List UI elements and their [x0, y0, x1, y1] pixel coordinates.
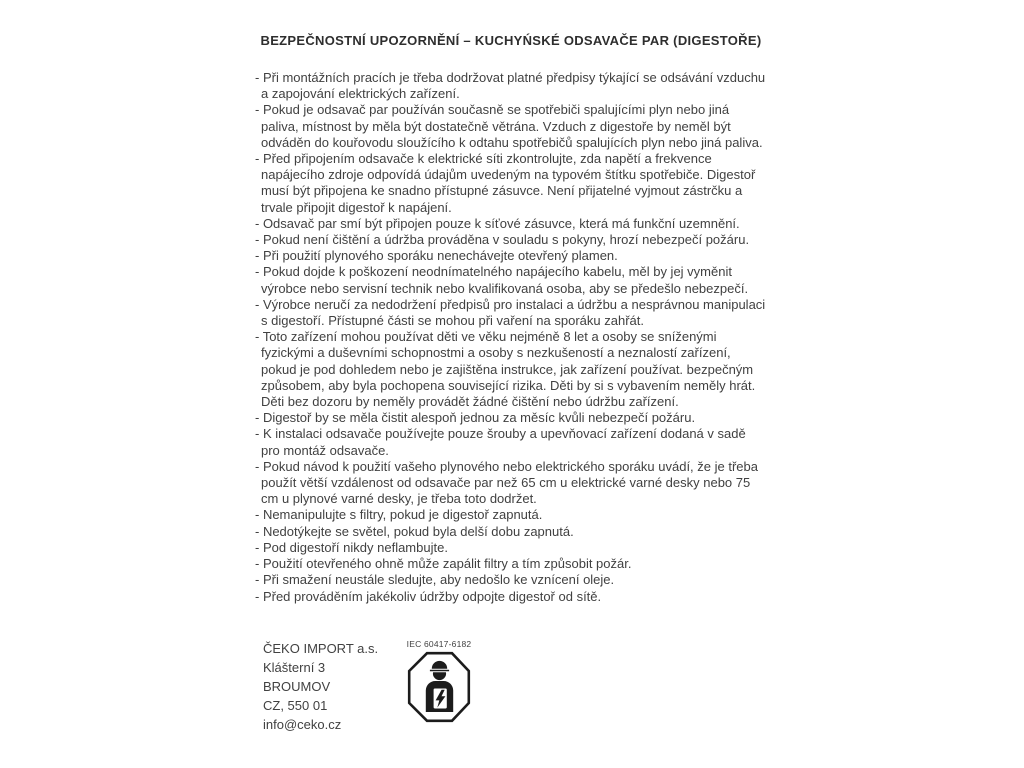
warning-item: - Nemanipulujte s filtry, pokud je digestoř zapnutá.: [255, 507, 543, 523]
warning-item: - Pokud návod k použití vašeho plynového nebo elektrického sporáku uvádí, že je třeba použít větší vzdálenost od odsavače par než 65 cm u elektrické varné desky nebo 75 cm u plynové varné desky, je třeba toto dodržet.: [255, 458, 758, 507]
warning-item: - Při smažení neustále sledujte, aby nedošlo ke vznícení oleje.: [255, 572, 615, 588]
warning-item: - Digestoř by se měla čistit alespoň jednou za měsíc kvůli nebezpečí požáru.: [255, 410, 696, 426]
warning-item: - Před prováděním jakékoliv údržby odpojte digestoř od sítě.: [255, 588, 602, 604]
warning-item: - Pod digestoří nikdy neflambujte.: [255, 539, 448, 555]
warning-item: - Nedotýkejte se světel, pokud byla delší dobu zapnutá.: [255, 523, 574, 539]
content-column: [255, 33, 767, 734]
company-address-block: [263, 639, 403, 734]
warning-item: - Před připojením odsavače k elektrické síti zkontrolujte, zda napětí a frekvence napájecího zdroje odpovídá údajům uvedeným na typovém štítku spotřebiče. Digestoř musí být připojena ke snadno přístupné zásuvce. Není přijatelné vyjmout zástrčku a trvale připojit digestoř k napájení.: [255, 151, 756, 215]
warning-item: - K instalaci odsavače používejte pouze šrouby a upevňovací zařízení dodaná v sadě pro montáž odsavače.: [255, 426, 746, 458]
qualified-electrician-icon: [407, 651, 471, 723]
warning-item: - Při montážních pracích je třeba dodržovat platné předpisy týkající se odsávání vzduchu a zapojování elektrických zařízení.: [255, 70, 766, 102]
warning-item: - Pokud je odsavač par používán současně se spotřebiči spalujícími plyn nebo jiná paliva, místnost by měla být dostatečně větrána. Vzduch z digestoře by neměl být odváděn do kouřovodu sloužícího k odtahu spotřebičů spalujících plyn nebo jiná paliva.: [255, 102, 763, 150]
warning-item: - Pokud není čištění a údržba prováděna v souladu s pokyny, hrozí nebezpečí požáru.: [255, 232, 750, 248]
company-address-line: info@ceko.cz: [263, 716, 342, 732]
warning-item: - Výrobce neručí za nedodržení předpisů pro instalaci a údržbu a nesprávnou manipulaci s digestoří. Přístupné části se mohou při vaření na sporáku zahřát.: [255, 296, 766, 329]
warning-item: - Toto zařízení mohou používat děti ve věku nejméně 8 let a osoby se sníženými fyzickými a duševními schopnostmi a osoby s nezkušeností a neznalostí zařízení, pokud je pod dohledem nebo je zajištěna instrukce, jak zařízení používat. bezpečným způsobem, aby byla pochopena související rizika. Děti by si s vybavením neměly hrát. Děti bez dozoru by neměly provádět žádné čištění nebo údržbu zařízení.: [255, 329, 756, 410]
iec-symbol-block: [403, 639, 475, 723]
warnings-list: [255, 70, 767, 605]
warning-item: - Odsavač par smí být připojen pouze k síťové zásuvce, která má funkční uzemnění.: [255, 215, 740, 231]
company-address-line: CZ, 550 01: [263, 697, 328, 713]
warning-item: - Použití otevřeného ohně může zapálit filtry a tím způsobit požár.: [255, 556, 632, 572]
company-address-line: ČEKO IMPORT a.s.: [263, 640, 379, 656]
warning-item: - Při použití plynového sporáku nenechávejte otevřený plamen.: [255, 248, 618, 264]
company-address-line: Klášterní 3: [263, 659, 326, 675]
warning-item: - Pokud dojde k poškození neodnímatelného napájecího kabelu, měl by jej vyměnit výrobce nebo servisní technik nebo kvalifikovaná osoba, aby se předešlo nebezpečí.: [255, 264, 749, 296]
iec-symbol-label: IEC 60417-6182: [406, 638, 472, 649]
page-title: BEZPEČNOSTNÍ UPOZORNĚNÍ – KUCHYŃSKÉ ODSAVAČE PAR (DIGESTOŘE): [260, 33, 762, 48]
company-address-line: BROUMOV: [263, 678, 331, 694]
footer: [255, 639, 767, 734]
